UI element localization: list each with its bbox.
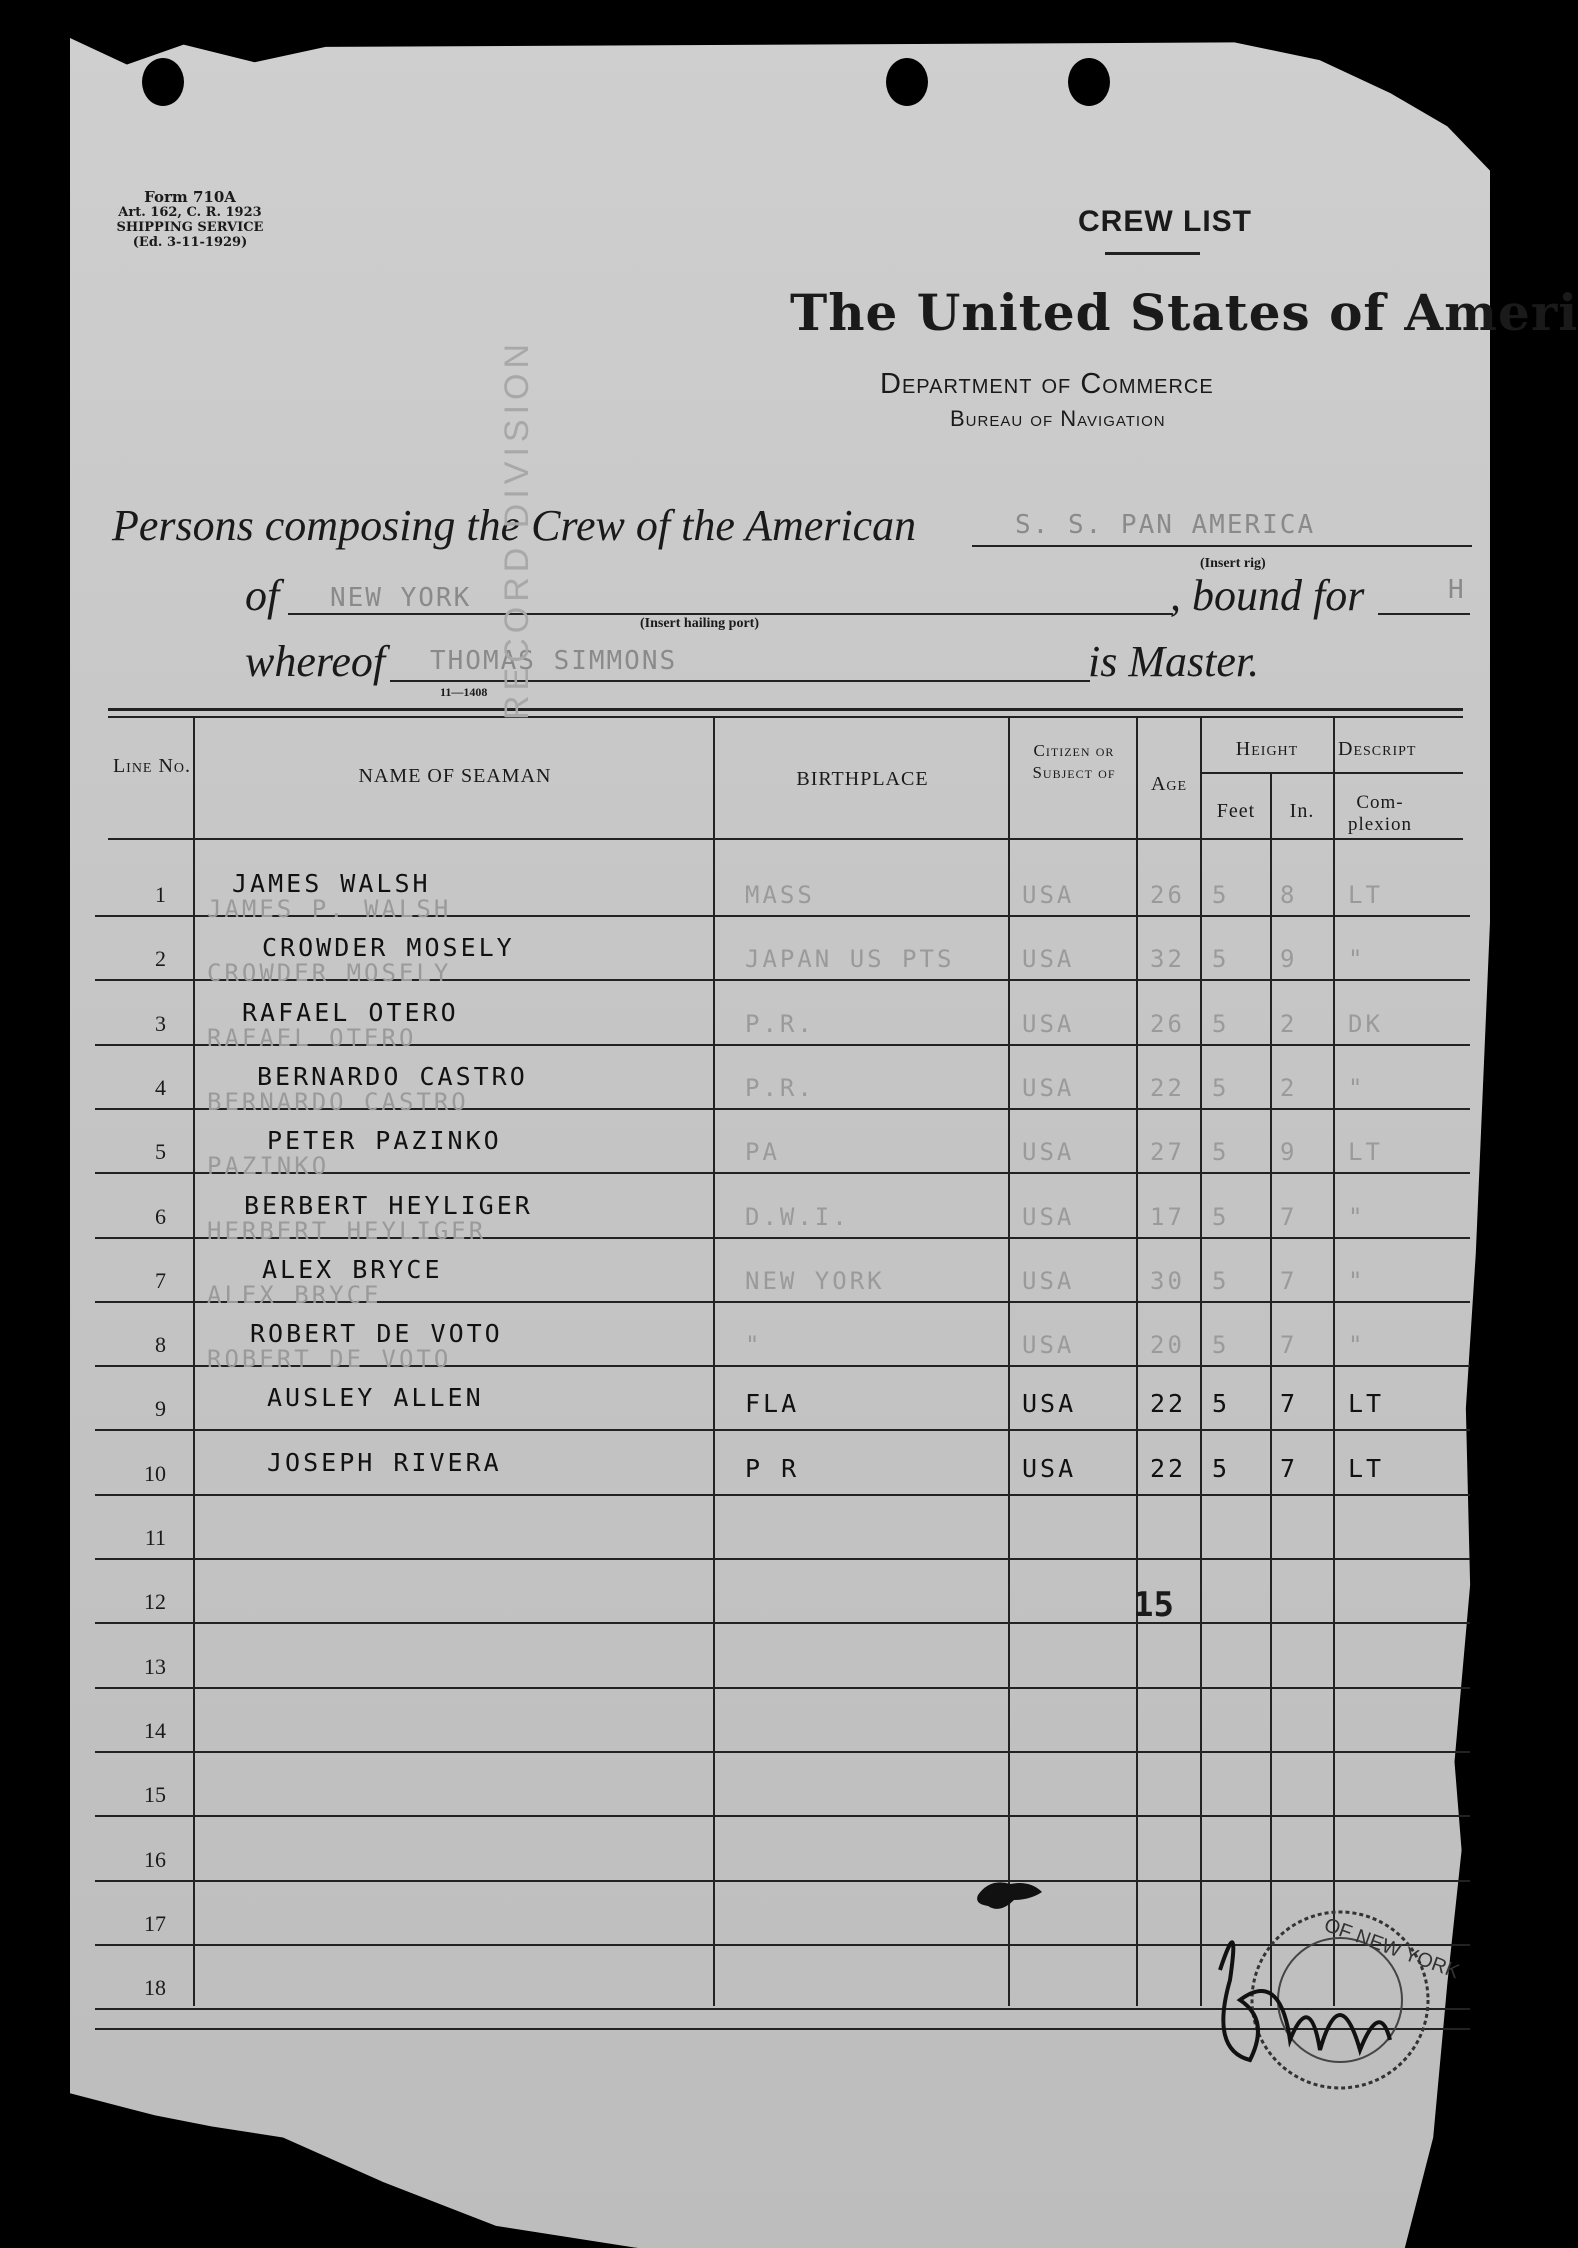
seaman-name-carbon: PAZINKO bbox=[207, 1152, 330, 1180]
birthplace: D.W.I. bbox=[745, 1203, 850, 1231]
age: 27 bbox=[1150, 1138, 1185, 1166]
table-header-rule bbox=[108, 838, 1463, 840]
seaman-name-carbon: CROWDER MOSELY bbox=[207, 959, 452, 987]
age: 22 bbox=[1150, 1074, 1185, 1102]
home-port-line bbox=[288, 613, 1173, 615]
seaman-name-carbon: JAMES P. WALSH bbox=[207, 895, 452, 923]
line-number: 3 bbox=[155, 1011, 166, 1036]
header-complexion: Com- plexion bbox=[1348, 792, 1412, 835]
whereof-label: whereof bbox=[245, 637, 386, 686]
citizenship: USA bbox=[1022, 1267, 1075, 1295]
age: 30 bbox=[1150, 1267, 1185, 1295]
line-number: 11 bbox=[144, 1525, 166, 1550]
row-rule bbox=[95, 1751, 1470, 1753]
col-rule bbox=[713, 716, 715, 2006]
header-line-no: Line No. bbox=[112, 755, 192, 777]
col-rule bbox=[1008, 716, 1010, 2006]
header-description: Descript bbox=[1338, 738, 1417, 760]
seaman-name-carbon: BERNARDO CASTRO bbox=[207, 1088, 469, 1116]
complexion: LT bbox=[1348, 1454, 1385, 1483]
seaman-name-carbon: ALEX BRYCE bbox=[207, 1281, 382, 1309]
citizenship: USA bbox=[1022, 1454, 1077, 1483]
seaman-name-carbon: ROBERT DE VOTO bbox=[207, 1345, 452, 1373]
line-number: 18 bbox=[144, 1975, 166, 2000]
row-rule bbox=[95, 1815, 1470, 1817]
print-code: 11—1408 bbox=[440, 685, 488, 699]
height-inches: 8 bbox=[1280, 881, 1298, 909]
line-number: 6 bbox=[155, 1204, 166, 1229]
age: 22 bbox=[1150, 1454, 1187, 1483]
height-feet: 5 bbox=[1212, 881, 1230, 909]
form-article: Art. 162, C. R. 1923 bbox=[118, 205, 262, 220]
master-name: THOMAS SIMMONS bbox=[430, 646, 678, 676]
line-number: 1 bbox=[155, 882, 166, 907]
line-number: 4 bbox=[155, 1075, 166, 1100]
complexion: " bbox=[1348, 1331, 1366, 1359]
citizenship: USA bbox=[1022, 1138, 1075, 1166]
country-title: The United States of Ameri bbox=[790, 283, 1578, 342]
height-feet: 5 bbox=[1212, 1267, 1230, 1295]
row-rule bbox=[95, 1622, 1470, 1624]
punch-hole bbox=[1068, 58, 1110, 106]
line-number: 9 bbox=[155, 1396, 166, 1421]
height-inches: 7 bbox=[1280, 1203, 1298, 1231]
seaman-name: BERNARDO CASTRO bbox=[257, 1062, 528, 1091]
height-inches: 2 bbox=[1280, 1010, 1298, 1038]
header-age: Age bbox=[1150, 773, 1188, 795]
complexion: " bbox=[1348, 1267, 1366, 1295]
form-info bbox=[50, 190, 330, 250]
height-inches: 7 bbox=[1280, 1331, 1298, 1359]
rig-caption: (Insert rig) bbox=[1200, 556, 1266, 571]
seaman-name-carbon: HERBERT HEYLIGER bbox=[207, 1217, 487, 1245]
birthplace: JAPAN US PTS bbox=[745, 945, 955, 973]
seaman-name: RAFAEL OTERO bbox=[242, 998, 459, 1027]
age: 26 bbox=[1150, 881, 1185, 909]
birthplace: MASS bbox=[745, 881, 815, 909]
complexion: " bbox=[1348, 1203, 1366, 1231]
citizenship: USA bbox=[1022, 1203, 1075, 1231]
ink-blot bbox=[970, 1870, 1050, 1920]
department-name: Department of Commerce bbox=[880, 368, 1214, 400]
line-number: 15 bbox=[144, 1782, 166, 1807]
birthplace: P.R. bbox=[745, 1010, 815, 1038]
line-number: 5 bbox=[155, 1139, 166, 1164]
citizenship: USA bbox=[1022, 945, 1075, 973]
row-rule bbox=[95, 1558, 1470, 1560]
punch-hole bbox=[142, 58, 184, 106]
vessel-line bbox=[972, 545, 1472, 547]
header-citizen: Citizen or Subject of bbox=[1032, 741, 1116, 782]
age: 32 bbox=[1150, 945, 1185, 973]
vessel-name: S. S. PAN AMERICA bbox=[1015, 510, 1316, 540]
height-inches: 9 bbox=[1280, 945, 1298, 973]
citizenship: USA bbox=[1022, 1389, 1077, 1418]
row-rule bbox=[95, 1880, 1470, 1882]
table-top-rule bbox=[108, 708, 1463, 711]
line-number: 13 bbox=[144, 1654, 166, 1679]
title-divider bbox=[1105, 252, 1200, 255]
complexion: DK bbox=[1348, 1010, 1383, 1038]
col-rule bbox=[1270, 772, 1272, 2006]
col-rule bbox=[1136, 716, 1138, 2006]
height-feet: 5 bbox=[1212, 1010, 1230, 1038]
row-rule bbox=[95, 1494, 1470, 1496]
age: 20 bbox=[1150, 1331, 1185, 1359]
seaman-name: JOSEPH RIVERA bbox=[267, 1448, 502, 1477]
height-feet: 5 bbox=[1212, 1454, 1231, 1483]
seaman-name: ALEX BRYCE bbox=[262, 1255, 443, 1284]
birthplace: NEW YORK bbox=[745, 1267, 885, 1295]
col-rule bbox=[193, 716, 195, 2006]
destination-line bbox=[1378, 613, 1470, 615]
table-top-rule-2 bbox=[108, 716, 1463, 718]
seaman-name: AUSLEY ALLEN bbox=[267, 1383, 484, 1412]
header-inches: In. bbox=[1289, 800, 1315, 822]
age: 17 bbox=[1150, 1203, 1185, 1231]
line-number: 7 bbox=[155, 1268, 166, 1293]
seaman-name: BERBERT HEYLIGER bbox=[244, 1191, 533, 1220]
citizenship: USA bbox=[1022, 1331, 1075, 1359]
seal-text: OF NEW YORK bbox=[1321, 1913, 1463, 1984]
master-line bbox=[390, 680, 1090, 682]
birthplace: " bbox=[745, 1331, 763, 1359]
punch-hole bbox=[886, 58, 928, 106]
height-feet: 5 bbox=[1212, 1203, 1230, 1231]
header-feet: Feet bbox=[1216, 800, 1256, 822]
destination: H bbox=[1448, 575, 1466, 605]
line-number: 10 bbox=[144, 1461, 166, 1486]
height-feet: 5 bbox=[1212, 1389, 1231, 1418]
form-service: SHIPPING SERVICE bbox=[116, 220, 264, 235]
home-port: NEW YORK bbox=[330, 583, 472, 613]
header-height: Height bbox=[1235, 738, 1299, 760]
line-number: 16 bbox=[144, 1847, 166, 1872]
complexion: LT bbox=[1348, 1138, 1383, 1166]
height-inches: 7 bbox=[1280, 1389, 1299, 1418]
form-edition: (Ed. 3-11-1929) bbox=[132, 235, 248, 250]
crew-list-title: CREW LIST bbox=[1078, 205, 1252, 238]
age: 26 bbox=[1150, 1010, 1185, 1038]
bureau-name: Bureau of Navigation bbox=[950, 406, 1166, 431]
birthplace: FLA bbox=[745, 1389, 800, 1418]
line-number: 17 bbox=[144, 1911, 166, 1936]
height-inches: 9 bbox=[1280, 1138, 1298, 1166]
citizenship: USA bbox=[1022, 1010, 1075, 1038]
seaman-name: CROWDER MOSELY bbox=[262, 933, 515, 962]
age: 22 bbox=[1150, 1389, 1187, 1418]
header-name: NAME OF SEAMAN bbox=[358, 765, 552, 787]
row-rule bbox=[95, 1429, 1470, 1431]
complexion: " bbox=[1348, 945, 1366, 973]
col-rule bbox=[1200, 716, 1202, 2006]
form-number: Form 710A bbox=[144, 188, 236, 206]
height-inches: 7 bbox=[1280, 1454, 1299, 1483]
total-count: 15 bbox=[1133, 1585, 1174, 1625]
row-rule bbox=[95, 1687, 1470, 1689]
bound-label: , bound for bbox=[1170, 571, 1365, 620]
complexion: " bbox=[1348, 1074, 1366, 1102]
line-number: 14 bbox=[144, 1718, 166, 1743]
height-subheader-rule bbox=[1200, 772, 1463, 774]
of-label: of bbox=[245, 571, 280, 620]
declaration-prefix: Persons composing the Crew of the American bbox=[112, 501, 917, 550]
seaman-name-carbon: RAFAEL OTERO bbox=[207, 1024, 417, 1052]
line-number: 2 bbox=[155, 946, 166, 971]
citizenship: USA bbox=[1022, 1074, 1075, 1102]
seaman-name: ROBERT DE VOTO bbox=[250, 1319, 503, 1348]
complexion: LT bbox=[1348, 1389, 1385, 1418]
height-inches: 2 bbox=[1280, 1074, 1298, 1102]
complexion: LT bbox=[1348, 881, 1383, 909]
height-feet: 5 bbox=[1212, 1074, 1230, 1102]
birthplace: P.R. bbox=[745, 1074, 815, 1102]
height-feet: 5 bbox=[1212, 1331, 1230, 1359]
header-birthplace: BIRTHPLACE bbox=[796, 768, 929, 790]
col-rule bbox=[1333, 716, 1335, 2006]
seaman-name: PETER PAZINKO bbox=[267, 1126, 502, 1155]
height-feet: 5 bbox=[1212, 1138, 1230, 1166]
is-master-label: is Master. bbox=[1088, 637, 1260, 686]
line-number: 12 bbox=[144, 1589, 166, 1614]
seal-and-signature bbox=[1180, 1900, 1463, 2120]
height-feet: 5 bbox=[1212, 945, 1230, 973]
line-number: 8 bbox=[155, 1332, 166, 1357]
seaman-name: JAMES WALSH bbox=[232, 869, 431, 898]
port-caption: (Insert hailing port) bbox=[640, 616, 759, 631]
record-division-stamp: RECORD DIVISION bbox=[498, 338, 536, 720]
height-inches: 7 bbox=[1280, 1267, 1298, 1295]
birthplace: PA bbox=[745, 1138, 780, 1166]
birthplace: P R bbox=[745, 1454, 800, 1483]
citizenship: USA bbox=[1022, 881, 1075, 909]
